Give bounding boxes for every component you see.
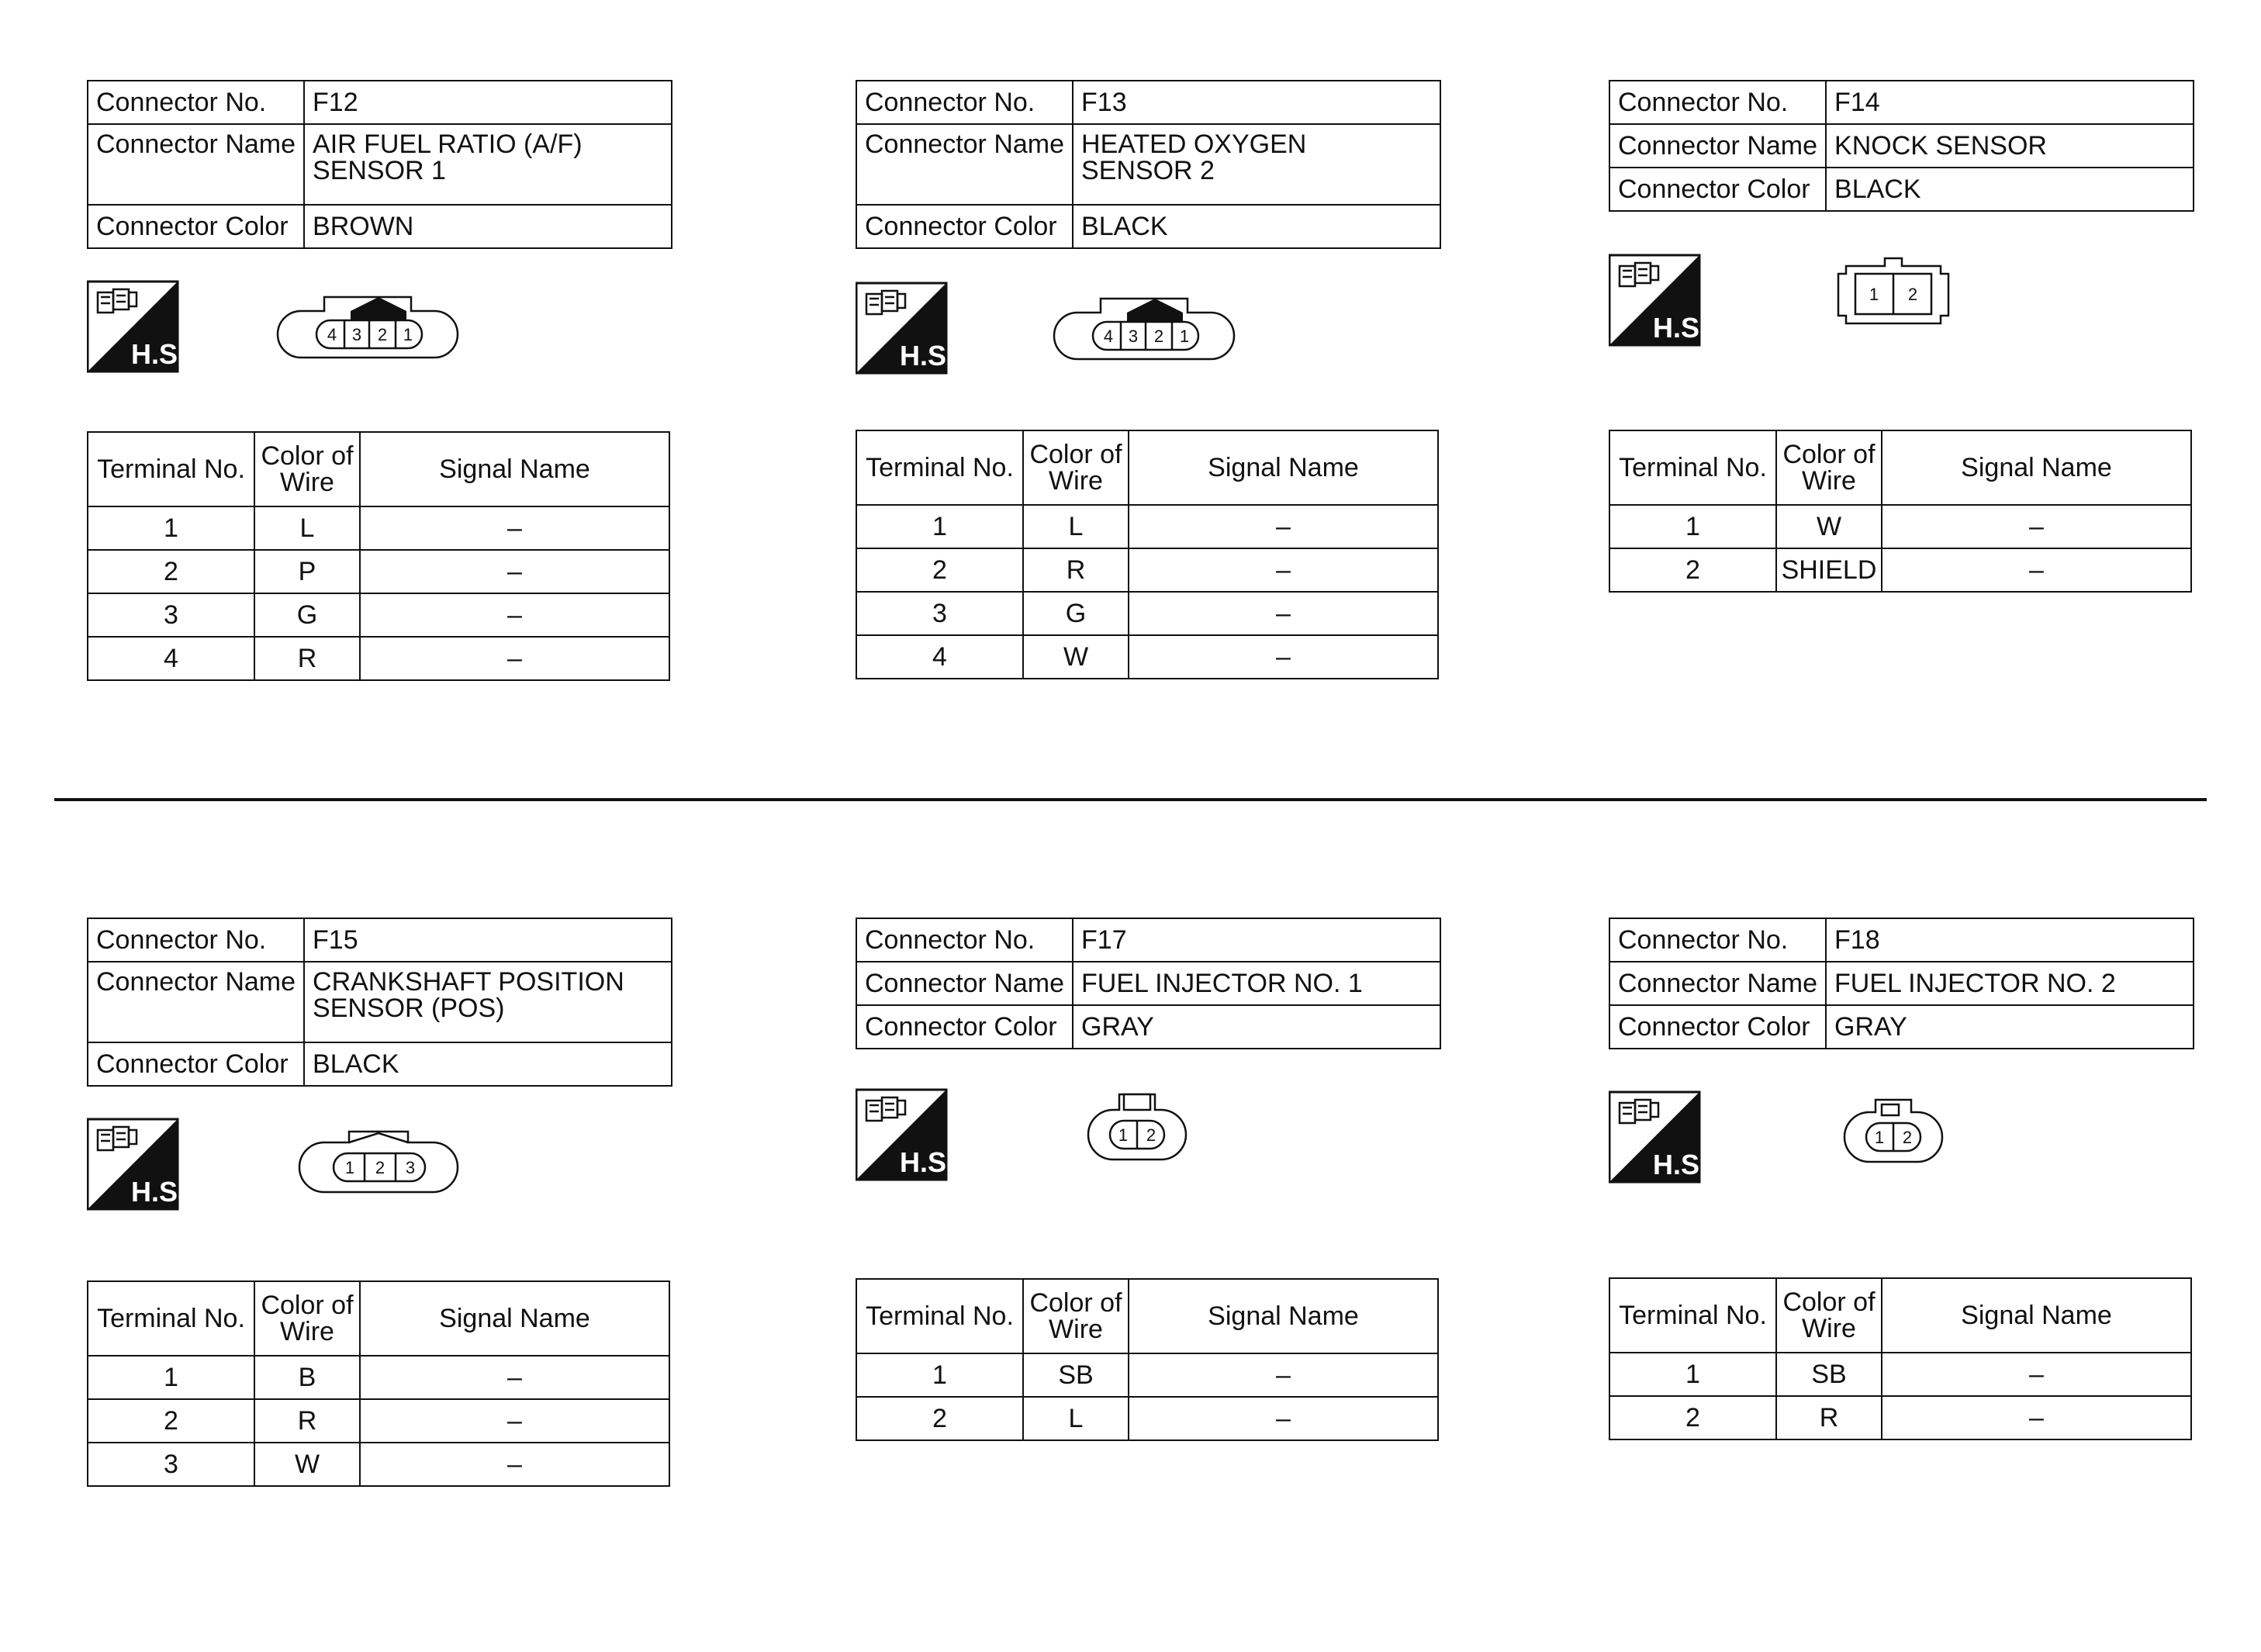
hs-badge-icon xyxy=(1609,255,1707,345)
connector-info-table xyxy=(87,80,672,249)
table-row xyxy=(856,505,1438,548)
terminal-table xyxy=(87,1280,670,1487)
pin-label: 3 xyxy=(405,1158,416,1177)
pin-label: 1 xyxy=(403,325,413,344)
connector-name-label: Connector Name xyxy=(88,124,304,205)
connector-no-value: F18 xyxy=(1826,918,2194,962)
connector-color-value: BLACK xyxy=(1826,168,2194,211)
connector-color-value: GRAY xyxy=(1826,1005,2194,1049)
connector-color-label: Connector Color xyxy=(856,1005,1073,1049)
terminal-no-cell: 4 xyxy=(88,637,254,680)
hs-badge-label: H.S. xyxy=(899,340,955,372)
terminal-no-cell: 2 xyxy=(88,1399,254,1443)
connector-panel-f17 xyxy=(856,918,1445,1433)
signal-name-header: Signal Name xyxy=(1882,430,2191,505)
pin-label: 2 xyxy=(377,325,388,344)
connector-color-value: BLACK xyxy=(1073,205,1440,248)
wire-color-cell: B xyxy=(254,1356,360,1399)
signal-name-cell: – xyxy=(1882,505,2191,548)
connector-color-label: Connector Color xyxy=(1609,168,1826,211)
connector-name-value: FUEL INJECTOR NO. 2 xyxy=(1826,962,2194,1005)
pin-label: 3 xyxy=(1128,327,1139,346)
connector-info-table xyxy=(87,918,672,1087)
pin-label: 4 xyxy=(1103,327,1114,346)
signal-name-cell: – xyxy=(360,637,669,680)
table-row xyxy=(88,550,669,593)
pin-label: 2 xyxy=(375,1158,385,1177)
hs-badge-label: H.S. xyxy=(1652,1149,1708,1180)
signal-name-cell: – xyxy=(360,1356,669,1399)
pin-label: 1 xyxy=(344,1158,355,1177)
connector-no-label: Connector No. xyxy=(1609,918,1826,962)
connector-color-label: Connector Color xyxy=(1609,1005,1826,1049)
table-row xyxy=(88,637,669,680)
terminal-no-cell: 2 xyxy=(856,548,1023,592)
terminal-no-header: Terminal No. xyxy=(88,1281,254,1356)
signal-name-cell: – xyxy=(1882,548,2191,592)
wire-color-cell: R xyxy=(1023,548,1129,592)
wire-color-cell: SB xyxy=(1776,1353,1882,1396)
terminal-no-cell: 3 xyxy=(88,593,254,637)
connector-no-label: Connector No. xyxy=(88,918,304,962)
terminal-no-cell: 3 xyxy=(88,1443,254,1486)
connector-name-label: Connector Name xyxy=(88,962,304,1042)
connector-name-value: CRANKSHAFT POSITION SENSOR (POS) xyxy=(304,962,672,1042)
connector-panel-f15 xyxy=(87,918,676,1479)
wire-color-cell: R xyxy=(254,1399,360,1443)
connector-no-label: Connector No. xyxy=(88,81,304,124)
connector-face-2pin xyxy=(1838,258,1948,323)
table-row xyxy=(856,1397,1438,1440)
signal-name-cell: – xyxy=(1129,1397,1438,1440)
connector-info-table xyxy=(1609,80,2194,212)
connector-diagram xyxy=(1609,247,2198,356)
table-row xyxy=(88,1356,669,1399)
connector-info-table xyxy=(856,918,1441,1049)
terminal-no-cell: 1 xyxy=(1609,505,1776,548)
terminal-table xyxy=(1609,430,2192,593)
wire-color-header: Color of Wire xyxy=(1776,1278,1882,1353)
hs-badge-label: H.S. xyxy=(130,338,186,370)
hs-badge-label: H.S. xyxy=(1652,312,1708,344)
connector-no-value: F14 xyxy=(1826,81,2194,124)
signal-name-cell: – xyxy=(360,506,669,550)
pin-label: 1 xyxy=(1869,285,1879,304)
connector-no-value: F12 xyxy=(304,81,672,124)
connector-no-label: Connector No. xyxy=(856,81,1073,124)
connector-color-value: GRAY xyxy=(1073,1005,1440,1049)
pin-label: 3 xyxy=(351,325,362,344)
pin-label: 2 xyxy=(1902,1128,1913,1147)
signal-name-header: Signal Name xyxy=(1129,1279,1438,1353)
wire-color-cell: R xyxy=(1776,1396,1882,1439)
connector-name-value: HEATED OXYGEN SENSOR 2 xyxy=(1073,124,1440,205)
pin-label: 1 xyxy=(1118,1125,1129,1145)
terminal-no-header: Terminal No. xyxy=(1609,1278,1776,1353)
table-row xyxy=(1609,505,2191,548)
hs-badge-icon xyxy=(88,282,185,372)
hs-badge-icon xyxy=(88,1119,185,1209)
connector-color-label: Connector Color xyxy=(88,1042,304,1086)
connector-name-label: Connector Name xyxy=(856,124,1073,205)
connector-color-value: BROWN xyxy=(304,205,672,248)
table-row xyxy=(88,593,669,637)
pin-label: 4 xyxy=(327,325,337,344)
connector-no-label: Connector No. xyxy=(1609,81,1826,124)
connector-face-2pin xyxy=(1844,1100,1942,1162)
wire-color-cell: W xyxy=(1023,635,1129,679)
wire-color-header: Color of Wire xyxy=(254,432,360,506)
table-row xyxy=(1609,1396,2191,1439)
terminal-no-cell: 1 xyxy=(856,1353,1023,1397)
hs-badge-label: H.S. xyxy=(130,1176,186,1208)
connector-panel-f18 xyxy=(1609,918,2198,1433)
wire-color-cell: SHIELD xyxy=(1776,548,1882,592)
connector-name-label: Connector Name xyxy=(1609,124,1826,168)
signal-name-cell: – xyxy=(1882,1396,2191,1439)
signal-name-cell: – xyxy=(1129,635,1438,679)
connector-name-value: AIR FUEL RATIO (A/F) SENSOR 1 xyxy=(304,124,672,205)
wire-color-cell: L xyxy=(1023,505,1129,548)
signal-name-cell: – xyxy=(1129,592,1438,635)
connector-color-label: Connector Color xyxy=(88,205,304,248)
signal-name-header: Signal Name xyxy=(360,432,669,506)
connector-panel-f12 xyxy=(87,80,676,673)
terminal-no-cell: 1 xyxy=(88,1356,254,1399)
pin-label: 2 xyxy=(1153,327,1164,346)
wire-color-cell: SB xyxy=(1023,1353,1129,1397)
terminal-no-cell: 2 xyxy=(1609,1396,1776,1439)
connector-no-label: Connector No. xyxy=(856,918,1073,962)
terminal-no-cell: 4 xyxy=(856,635,1023,679)
terminal-no-header: Terminal No. xyxy=(1609,430,1776,505)
connector-name-value: FUEL INJECTOR NO. 1 xyxy=(1073,962,1440,1005)
signal-name-cell: – xyxy=(360,593,669,637)
wire-color-cell: W xyxy=(1776,505,1882,548)
connector-name-label: Connector Name xyxy=(856,962,1073,1005)
terminal-table xyxy=(1609,1277,2192,1440)
pin-label: 2 xyxy=(1907,285,1918,304)
terminal-no-cell: 2 xyxy=(88,550,254,593)
table-row xyxy=(856,1353,1438,1397)
connector-info-table xyxy=(1609,918,2194,1049)
hs-badge-label: H.S. xyxy=(899,1146,955,1178)
terminal-table xyxy=(856,1278,1439,1441)
connector-diagram xyxy=(856,1082,1445,1191)
pin-label: 1 xyxy=(1179,327,1190,346)
connector-color-label: Connector Color xyxy=(856,205,1073,248)
signal-name-header: Signal Name xyxy=(1882,1278,2191,1353)
table-row xyxy=(856,592,1438,635)
connector-no-value: F13 xyxy=(1073,81,1440,124)
wire-color-cell: W xyxy=(254,1443,360,1486)
wire-color-cell: L xyxy=(254,506,360,550)
signal-name-cell: – xyxy=(1129,505,1438,548)
hs-badge-icon xyxy=(856,283,954,373)
connector-info-table xyxy=(856,80,1441,249)
connector-diagram xyxy=(87,1111,676,1220)
terminal-no-cell: 2 xyxy=(856,1397,1023,1440)
signal-name-cell: – xyxy=(360,550,669,593)
signal-name-cell: – xyxy=(360,1443,669,1486)
connector-face-3pin xyxy=(299,1132,458,1192)
table-row xyxy=(856,548,1438,592)
signal-name-header: Signal Name xyxy=(360,1281,669,1356)
connector-face-2pin xyxy=(1088,1094,1186,1160)
pin-label: 2 xyxy=(1146,1125,1156,1145)
signal-name-header: Signal Name xyxy=(1129,430,1438,505)
wire-color-header: Color of Wire xyxy=(1023,1279,1129,1353)
connector-panel-f14 xyxy=(1609,80,2198,585)
terminal-table xyxy=(87,431,670,681)
connector-name-value: KNOCK SENSOR xyxy=(1826,124,2194,168)
connector-face-4pin xyxy=(278,297,458,358)
connector-panel-f13 xyxy=(856,80,1445,672)
terminal-no-cell: 1 xyxy=(1609,1353,1776,1396)
table-row xyxy=(88,506,669,550)
signal-name-cell: – xyxy=(1129,548,1438,592)
table-row xyxy=(1609,1353,2191,1396)
wire-color-cell: G xyxy=(254,593,360,637)
wire-color-header: Color of Wire xyxy=(1776,430,1882,505)
terminal-no-header: Terminal No. xyxy=(856,1279,1023,1353)
table-row xyxy=(88,1443,669,1486)
signal-name-cell: – xyxy=(360,1399,669,1443)
terminal-no-cell: 3 xyxy=(856,592,1023,635)
hs-badge-icon xyxy=(856,1090,954,1180)
terminal-table xyxy=(856,430,1439,679)
table-row xyxy=(88,1399,669,1443)
connector-no-value: F17 xyxy=(1073,918,1440,962)
hs-badge-icon xyxy=(1609,1092,1707,1182)
pin-label: 1 xyxy=(1874,1128,1885,1147)
connector-diagram xyxy=(856,275,1445,384)
section-divider xyxy=(54,798,2207,801)
terminal-no-cell: 2 xyxy=(1609,548,1776,592)
wire-color-cell: P xyxy=(254,550,360,593)
signal-name-cell: – xyxy=(1129,1353,1438,1397)
connector-name-label: Connector Name xyxy=(1609,962,1826,1005)
connector-diagram xyxy=(1609,1084,2198,1193)
wire-color-header: Color of Wire xyxy=(1023,430,1129,505)
terminal-no-header: Terminal No. xyxy=(856,430,1023,505)
connector-color-value: BLACK xyxy=(304,1042,672,1086)
signal-name-cell: – xyxy=(1882,1353,2191,1396)
wire-color-cell: G xyxy=(1023,592,1129,635)
connector-face-4pin xyxy=(1054,299,1234,359)
wire-color-header: Color of Wire xyxy=(254,1281,360,1356)
terminal-no-header: Terminal No. xyxy=(88,432,254,506)
table-row xyxy=(856,635,1438,679)
wire-color-cell: L xyxy=(1023,1397,1129,1440)
connector-no-value: F15 xyxy=(304,918,672,962)
connector-diagram xyxy=(87,274,676,382)
terminal-no-cell: 1 xyxy=(856,505,1023,548)
table-row xyxy=(1609,548,2191,592)
wire-color-cell: R xyxy=(254,637,360,680)
terminal-no-cell: 1 xyxy=(88,506,254,550)
